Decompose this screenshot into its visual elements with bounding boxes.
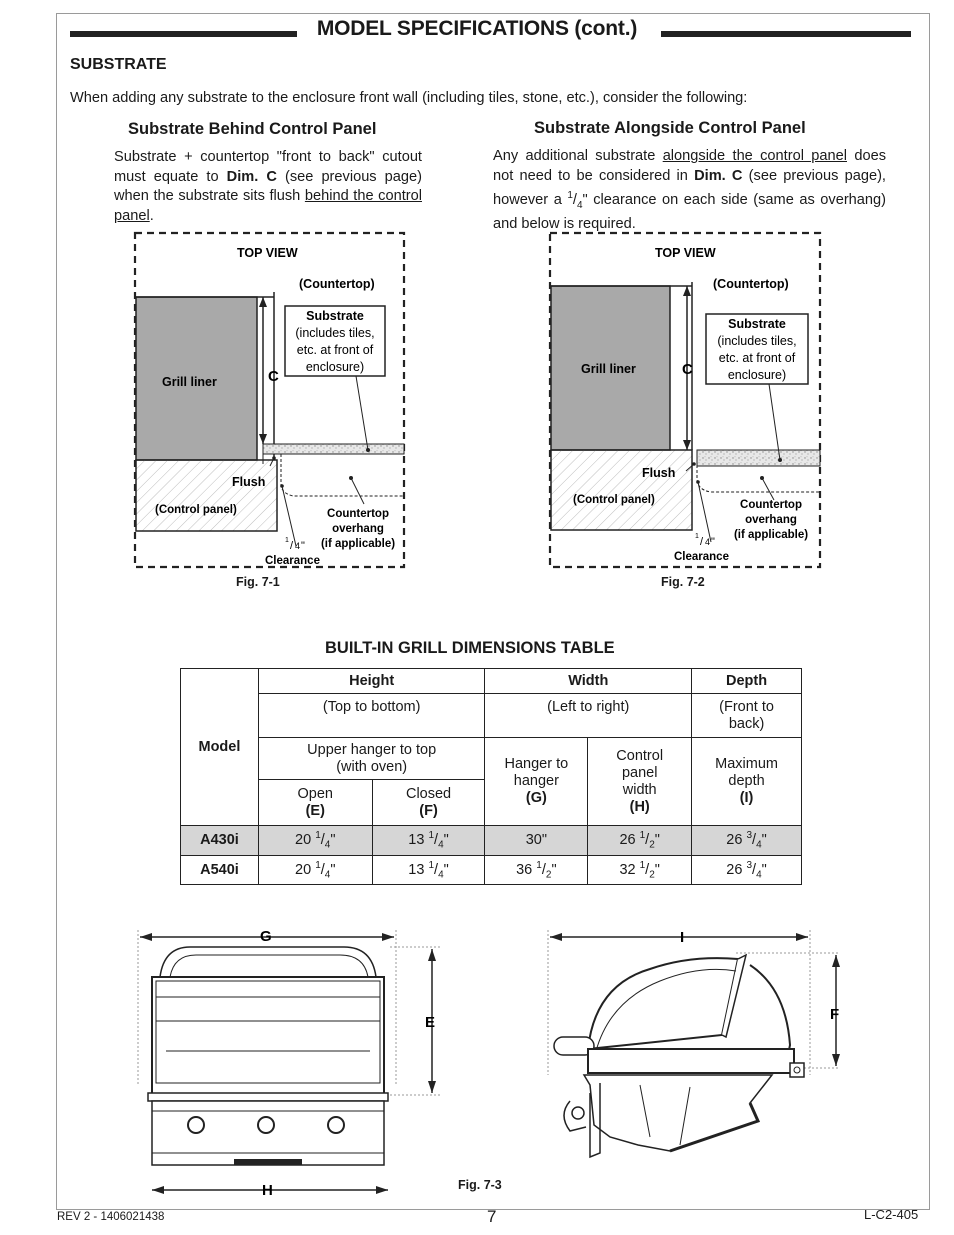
fig2-quarter-slash: / <box>700 536 704 548</box>
dim-h-label: H <box>262 1182 273 1199</box>
fig1-top-view: TOP VIEW <box>237 246 298 260</box>
fig2-ct-l2: overhang <box>745 514 797 526</box>
page-number: 7 <box>487 1207 497 1226</box>
fig-7-2-diagram <box>546 228 831 573</box>
fig2-quarter-in: " <box>711 536 715 548</box>
col-width: Width <box>485 669 692 694</box>
fig1-substrate-l1: (includes tiles, <box>295 326 375 340</box>
substrate-heading: SUBSTRATE <box>70 56 167 73</box>
row-a430i-e: 20 $^1/_4$" <box>258 826 372 856</box>
open: Open (E) <box>258 780 372 826</box>
fig2-quarter-num: 1 <box>695 533 699 540</box>
fig2-substrate-band <box>697 450 820 466</box>
fig2-substrate-l2: etc. at front of <box>718 351 796 365</box>
fig1-quarter-num: 1 <box>285 537 289 544</box>
front-back: (Front to back) <box>692 694 802 738</box>
row-a430i-g: 30" <box>485 826 588 856</box>
fig1-ct-l1: Countertop <box>327 508 389 520</box>
fig1-quarter-den: 4 <box>295 541 301 551</box>
row-a540i-g: 36 $^1/_2$" <box>485 855 588 885</box>
maximum-depth: Maximum depth (I) <box>692 738 802 826</box>
fig1-countertop: (Countertop) <box>299 277 375 291</box>
fig1-quarter-slash: / <box>290 540 294 552</box>
row-a430i-f: 13 $^1/_4$" <box>372 826 485 856</box>
table-row <box>181 826 802 856</box>
fig2-substrate-l1: (includes tiles, <box>717 334 797 348</box>
upper-hanger: Upper hanger to top (with oven) <box>258 738 485 780</box>
fig1-clearance: Clearance <box>265 555 320 567</box>
substrate-intro: When adding any substrate to the enclosure front wall (including tiles, stone, etc.), consider the following: <box>70 90 748 106</box>
dim-e-label: E <box>425 1014 436 1031</box>
table-heading: BUILT-IN GRILL DIMENSIONS TABLE <box>325 639 615 657</box>
fig-7-3-front-view <box>130 925 450 1200</box>
row-a540i-e: 20 $^1/_4$" <box>258 855 372 885</box>
fig-7-3-caption: Fig. 7-3 <box>458 1178 502 1192</box>
rev-number: REV 2 - 1406021438 <box>57 1211 165 1223</box>
fig1-ct-l3: (if applicable) <box>320 538 396 550</box>
row-a430i-i: 26 $^3/_4$" <box>692 826 802 856</box>
fig-7-1-caption: Fig. 7-1 <box>236 575 280 589</box>
fig2-top-view: TOP VIEW <box>655 246 716 260</box>
hanger-to-hanger: Hanger to hanger (G) <box>485 738 588 826</box>
page-title: MODEL SPECIFICATIONS (cont.) <box>0 17 954 41</box>
fig1-substrate-band <box>263 444 404 454</box>
left-right: (Left to right) <box>485 694 692 738</box>
table-row <box>181 855 802 885</box>
row-a430i-h: 26 $^1/_2$" <box>588 826 692 856</box>
fig2-grill-liner-label: Grill liner <box>581 362 636 376</box>
fig1-substrate-title: Substrate <box>306 309 364 323</box>
fig2-flush: Flush <box>642 466 676 480</box>
fig2-control-panel <box>551 450 692 530</box>
behind-heading: Substrate Behind Control Panel <box>128 120 377 138</box>
fig1-flush: Flush <box>232 475 266 489</box>
col-height: Height <box>258 669 485 694</box>
col-depth: Depth <box>692 669 802 694</box>
row-a540i-h: 32 $^1/_2$" <box>588 855 692 885</box>
fig2-quarter-den: 4 <box>705 537 711 547</box>
fig1-dim-c: C <box>268 368 279 385</box>
fig1-grill-liner-label: Grill liner <box>162 375 217 389</box>
row-a430i-model: A430i <box>181 826 259 856</box>
dimensions-table <box>180 668 802 885</box>
row-a540i-f: 13 $^1/_4$" <box>372 855 485 885</box>
fig1-quarter-in: " <box>301 540 305 552</box>
fig1-substrate-l3: enclosure) <box>305 360 365 374</box>
fig2-ct-l3: (if applicable) <box>733 529 809 541</box>
fig1-ct-l2: overhang <box>332 523 384 535</box>
closed: Closed (F) <box>372 780 485 826</box>
fig-7-3-side-view <box>540 925 850 1180</box>
col-model: Model <box>181 669 259 826</box>
fig2-clearance: Clearance <box>674 551 729 563</box>
doc-code: L-C2-405 <box>864 1207 919 1222</box>
dim-g-label: G <box>260 928 272 945</box>
dim-i-label: I <box>680 929 685 946</box>
behind-text: Substrate + countertop "front to back" cutout must equate to Dim. C (see previous page) when the substrate sits flush behind the control panel. <box>114 149 422 224</box>
fig1-control-panel-label: (Control panel) <box>155 504 237 516</box>
row-a540i-model: A540i <box>181 855 259 885</box>
fig2-ct-l1: Countertop <box>740 499 802 511</box>
fig2-substrate-title: Substrate <box>728 317 786 331</box>
control-panel-width: Control panel width (H) <box>588 738 692 826</box>
row-a540i-i: 26 $^3/_4$" <box>692 855 802 885</box>
fig2-substrate-l3: enclosure) <box>727 368 787 382</box>
fig-7-1-diagram <box>128 228 413 573</box>
fig2-countertop: (Countertop) <box>713 277 789 291</box>
fig1-control-panel <box>136 460 277 531</box>
top-bottom: (Top to bottom) <box>258 694 485 738</box>
fig-7-2-caption: Fig. 7-2 <box>661 575 705 589</box>
alongside-heading: Substrate Alongside Control Panel <box>534 119 806 137</box>
fig1-substrate-l2: etc. at front of <box>296 343 374 357</box>
fig2-control-panel-label: (Control panel) <box>573 494 655 506</box>
dim-f-label: F <box>830 1006 840 1023</box>
alongside-text: Any additional substrate alongside the control panel does not need to be considered in Dim. C (see previous page), however a $^1/_4$" clearance on each side (same as overhang) and below is required. <box>493 148 887 233</box>
fig2-dim-c: C <box>682 361 693 378</box>
